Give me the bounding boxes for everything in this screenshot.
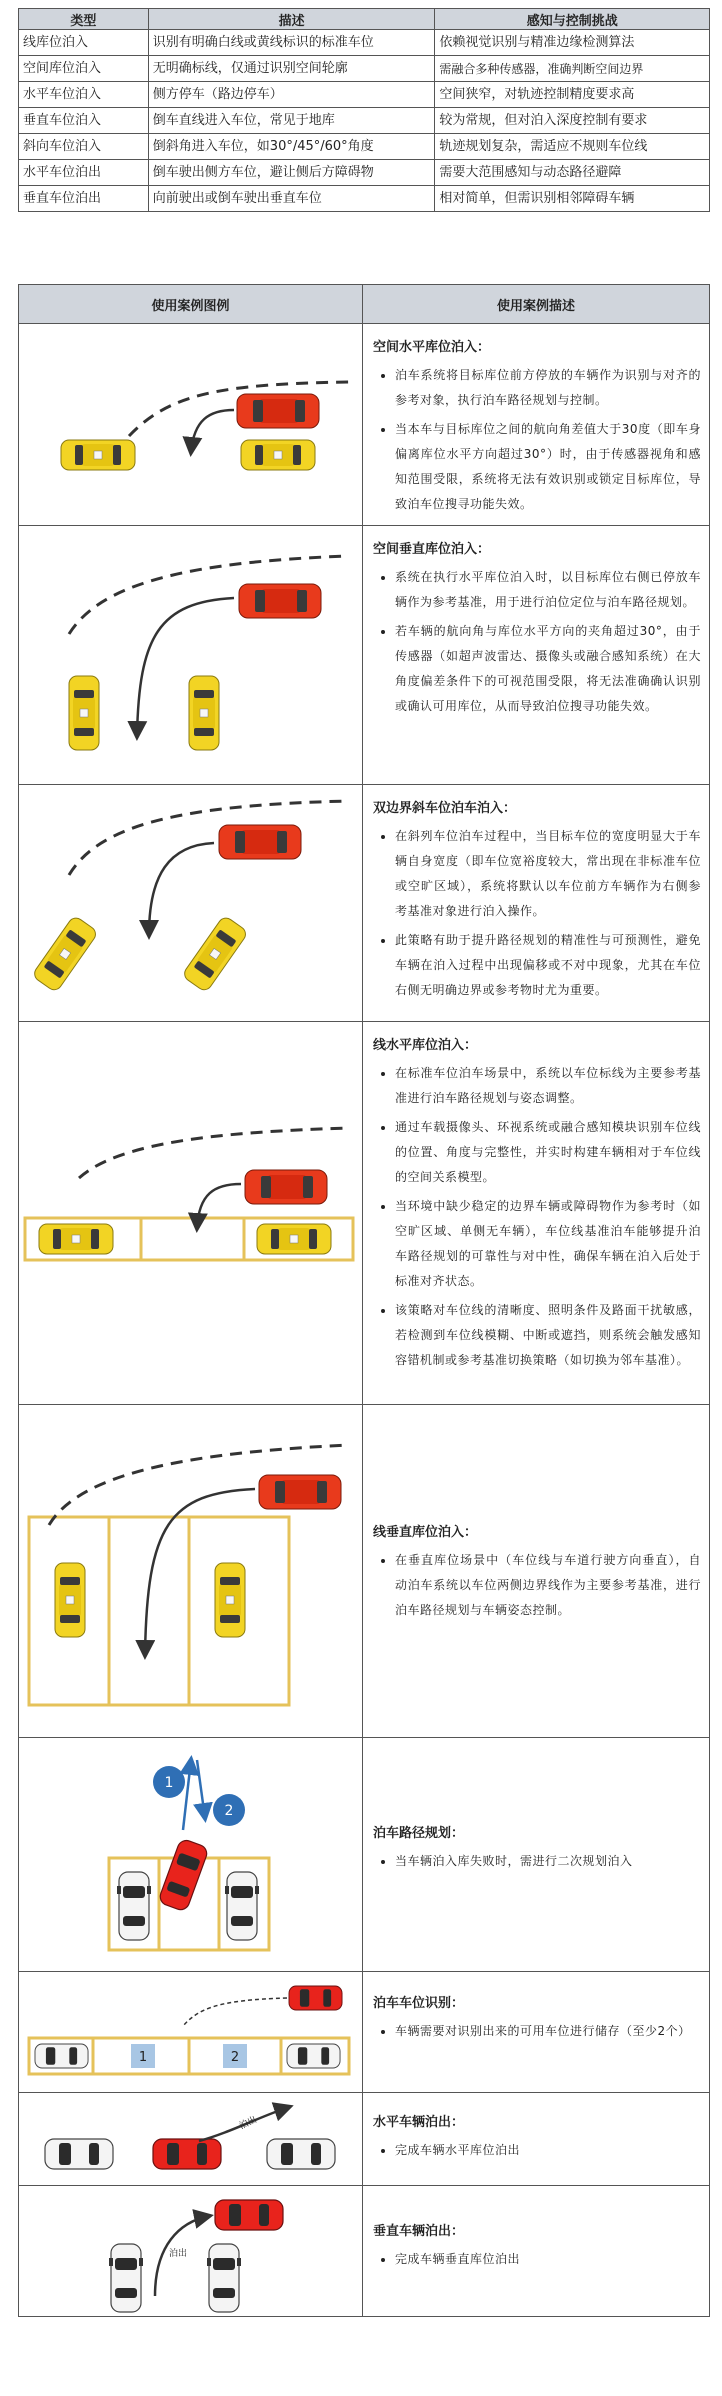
cell-description: 无明确标线，仅通过识别空间轮廓 — [148, 56, 435, 82]
cell-type: 斜向车位泊入 — [19, 134, 149, 160]
case-bullets — [373, 2019, 701, 2044]
case-bullet: • 车辆需要对识别出来的可用车位进行储存（至少2个） — [395, 2019, 701, 2044]
table-header-row — [19, 9, 710, 30]
cell-description: 倒车直线进入车位，常见于地库 — [148, 108, 435, 134]
red-car — [245, 1170, 327, 1204]
case-bullet: • 若车辆的航向角与库位水平方向的夹角超过30°，由于传感器（如超声波雷达、摄像头或融合感知系统）在大角度偏差条件下的可视范围受限，将无法准确确认识别或确认可用库位，从而导致泊位搜寻功能失效。 — [395, 619, 701, 719]
slot-2-label: 2 — [230, 2050, 240, 2065]
case-bullet: • 完成车辆水平库位泊出 — [395, 2138, 701, 2163]
case-title: 泊车路径规划： — [373, 1826, 465, 1841]
case-bullet: • 当车辆泊入库失败时，需进行二次规划泊入 — [395, 1849, 701, 1874]
cell-description: 倒斜角进入车位，如30°/45°/60°角度 — [148, 134, 435, 160]
case-title: 空间垂直库位泊入： — [373, 542, 491, 557]
header-description: 描述 — [148, 9, 435, 30]
red-car — [237, 394, 319, 428]
case-bullet: • 在标准车位泊车场景中，系统以车位标线为主要参考基准进行泊车路径规划与姿态调整。 — [395, 1061, 701, 1111]
case-bullet: • 在垂直库位场景中（车位线与车道行驶方向垂直），自动泊车系统以车位两侧边界线作为主要参考基准，进行泊车路径规划与车辆姿态控制。 — [395, 1548, 701, 1623]
use-table-header-row — [19, 285, 710, 324]
step-1-label: 1 — [164, 1775, 174, 1791]
path-planning-figure — [19, 1738, 362, 1971]
case-figure — [19, 526, 363, 785]
case-bullets — [373, 565, 701, 719]
cell-challenge: 轨迹规划复杂，需适应不规则车位线 — [435, 134, 710, 160]
case-bullet: • 此策略有助于提升路径规划的精准性与可预测性，避免车辆在泊入过程中出现偏移或不对中现象，尤其在车位右侧无明确边界或参考物时尤为重要。 — [395, 928, 701, 1003]
case-description — [363, 2186, 710, 2317]
cell-type: 线库位泊入 — [19, 30, 149, 56]
slot-recognition-figure — [19, 1972, 362, 2092]
step-2-label: 2 — [224, 1803, 234, 1819]
yellow-car — [69, 676, 99, 750]
case-bullet: • 通过车载摄像头、环视系统或融合感知模块识别车位线的位置、角度与完整性，并实时构建车辆相对于车位线的空间关系模型。 — [395, 1115, 701, 1190]
white-car — [225, 1872, 259, 1940]
case-title: 空间水平库位泊入： — [373, 340, 491, 355]
park-out-label: 泊出 — [169, 2249, 188, 2259]
case-description — [363, 1405, 710, 1738]
line-vertical-parking-figure — [19, 1405, 362, 1737]
header-desc: 使用案例描述 — [363, 285, 710, 324]
case-bullet: • 在斜列车位泊车过程中，当目标车位的宽度明显大于车辆自身宽度（即车位宽裕度较大，常出现在非标准车位或空旷区域），系统将默认以车位前方车辆作为右侧参考基准对象进行泊入操作。 — [395, 824, 701, 924]
horizontal-park-out-figure — [19, 2093, 362, 2185]
case-bullet: • 当本车与目标库位之间的航向角差值大于30度（即车身偏离库位水平方向超过30°）时，由于传感器视角和感知范围受限，系统将无法有效识别或锁定目标库位，导致泊车位搜寻功能失效。 — [395, 417, 701, 517]
red-car — [219, 825, 301, 859]
yellow-car — [257, 1224, 331, 1254]
yellow-car — [39, 1224, 113, 1254]
use-case-table — [18, 284, 710, 2317]
case-title: 线水平库位泊入： — [373, 1038, 478, 1053]
yellow-car — [241, 440, 315, 470]
white-car — [207, 2244, 241, 2312]
case-title: 垂直车辆泊出： — [373, 2224, 465, 2239]
cell-type: 水平车位泊入 — [19, 82, 149, 108]
cell-description: 侧方停车（路边停车） — [148, 82, 435, 108]
cell-type: 水平车位泊出 — [19, 160, 149, 186]
path-arrow-up — [183, 1760, 191, 1830]
case-figure — [19, 2093, 363, 2186]
table-row — [19, 82, 710, 108]
case-bullet: • 完成车辆垂直库位泊出 — [395, 2247, 701, 2272]
header-challenge: 感知与控制挑战 — [435, 9, 710, 30]
white-car — [45, 2139, 113, 2169]
case-description — [363, 1022, 710, 1405]
white-car — [117, 1872, 151, 1940]
white-car — [267, 2139, 335, 2169]
case-description — [363, 526, 710, 785]
trajectory-dashed — [69, 801, 349, 875]
table-row — [19, 186, 710, 212]
table-row — [19, 134, 710, 160]
vertical-park-out-figure — [19, 2186, 362, 2316]
reverse-arrow — [197, 1184, 241, 1228]
case-bullets — [373, 2138, 701, 2163]
cell-challenge: 需要大范围感知与动态路径避障 — [435, 160, 710, 186]
cell-description: 向前驶出或倒车驶出垂直车位 — [148, 186, 435, 212]
case-figure — [19, 785, 363, 1022]
red-car — [239, 584, 321, 618]
case-bullets — [373, 2247, 701, 2272]
table-row — [19, 56, 710, 82]
table-row — [19, 30, 710, 56]
cell-type: 垂直车位泊入 — [19, 108, 149, 134]
cell-description: 倒车驶出侧方车位，避让侧后方障碍物 — [148, 160, 435, 186]
case-description — [363, 785, 710, 1022]
white-car — [35, 2044, 88, 2068]
yellow-car — [32, 915, 99, 993]
cell-challenge: 需融合多种传感器，准确判断空间边界 — [435, 56, 710, 82]
case-bullet: • 泊车系统将目标库位前方停放的车辆作为识别与对齐的参考对象，执行泊车路径规划与控制。 — [395, 363, 701, 413]
red-car — [259, 1475, 341, 1509]
park-out-label: 泊出 — [238, 2115, 259, 2132]
cell-type: 垂直车位泊出 — [19, 186, 149, 212]
use-case-row — [19, 1738, 710, 1972]
cell-description: 识别有明确白线或黄线标识的标准车位 — [148, 30, 435, 56]
use-case-row — [19, 324, 710, 526]
oblique-parking-figure — [19, 785, 362, 1021]
case-title: 水平车辆泊出： — [373, 2115, 465, 2130]
reverse-arrow — [191, 410, 234, 452]
case-bullets — [373, 1849, 701, 1874]
table-row — [19, 160, 710, 186]
use-case-row — [19, 2093, 710, 2186]
case-bullet: • 系统在执行水平库位泊入时，以目标库位右侧已停放车辆作为参考基准，用于进行泊位定位与泊车路径规划。 — [395, 565, 701, 615]
use-case-row — [19, 2186, 710, 2317]
horizontal-space-parking-figure — [19, 324, 362, 525]
case-figure — [19, 1972, 363, 2093]
yellow-car — [182, 915, 249, 993]
cell-type: 空间库位泊入 — [19, 56, 149, 82]
case-description — [363, 2093, 710, 2186]
search-path — [183, 1998, 287, 2026]
case-bullet: • 当环境中缺少稳定的边界车辆或障碍物作为参考时（如空旷区域、单侧无车辆），车位线基准泊车能够提升泊车路径规划的可靠性与对中性，确保车辆在泊入后处于标准对齐状态。 — [395, 1194, 701, 1294]
case-bullets — [373, 1061, 701, 1373]
case-title: 泊车车位识别： — [373, 1996, 465, 2011]
use-case-row — [19, 1405, 710, 1738]
use-case-row — [19, 526, 710, 785]
cell-challenge: 空间狭窄，对轨迹控制精度要求高 — [435, 82, 710, 108]
case-figure — [19, 1738, 363, 1972]
case-figure — [19, 1405, 363, 1738]
reverse-arrow — [149, 843, 214, 935]
yellow-car — [189, 676, 219, 750]
yellow-car — [61, 440, 135, 470]
case-bullets — [373, 363, 701, 517]
red-car — [289, 1986, 342, 2010]
yellow-car — [55, 1563, 85, 1637]
case-description — [363, 1738, 710, 1972]
case-bullets — [373, 1548, 701, 1623]
slot-1-label: 1 — [138, 2050, 148, 2065]
cell-challenge: 相对简单，但需识别相邻障碍车辆 — [435, 186, 710, 212]
path-arrow-down — [197, 1760, 205, 1818]
table-row — [19, 108, 710, 134]
case-description — [363, 1972, 710, 2093]
red-car — [215, 2200, 283, 2230]
case-title: 双边界斜车位泊车泊入： — [373, 801, 517, 816]
case-bullet: • 该策略对车位线的清晰度、照明条件及路面干扰敏感，若检测到车位线模糊、中断或遮挡，则系统会触发感知容错机制或参考基准切换策略（如切换为邻车基准）。 — [395, 1298, 701, 1373]
use-case-row — [19, 1022, 710, 1405]
vertical-space-parking-figure — [19, 526, 362, 784]
white-car — [109, 2244, 143, 2312]
case-figure — [19, 1022, 363, 1405]
use-case-row — [19, 785, 710, 1022]
case-description — [363, 324, 710, 526]
cell-challenge: 依赖视觉识别与精准边缘检测算法 — [435, 30, 710, 56]
case-bullets — [373, 824, 701, 1003]
header-image: 使用案例图例 — [19, 285, 363, 324]
use-case-row — [19, 1972, 710, 2093]
line-horizontal-parking-figure — [19, 1022, 362, 1404]
case-title: 线垂直库位泊入： — [373, 1525, 478, 1540]
yellow-car — [215, 1563, 245, 1637]
case-figure — [19, 2186, 363, 2317]
white-car — [287, 2044, 340, 2068]
parking-type-table — [18, 8, 710, 212]
header-type: 类型 — [19, 9, 149, 30]
red-car — [153, 2139, 221, 2169]
case-figure — [19, 324, 363, 526]
cell-challenge: 较为常规，但对泊入深度控制有要求 — [435, 108, 710, 134]
red-car — [158, 1838, 209, 1912]
